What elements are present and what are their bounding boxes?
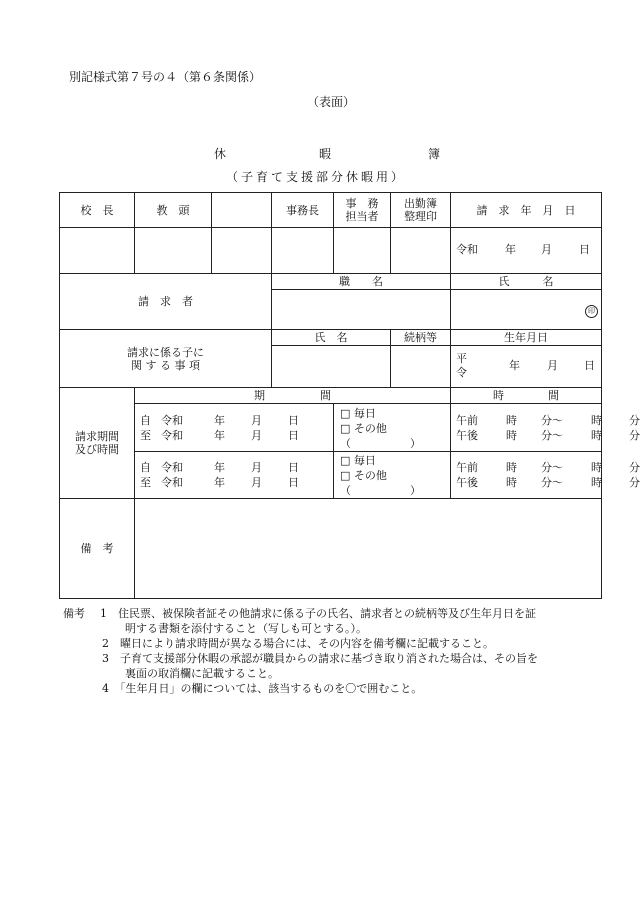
paren-open-2: （ (340, 484, 351, 497)
principal-header: 校 長 (60, 193, 135, 228)
notes-heading: 備考 (63, 607, 85, 620)
from-day-2: 日 (288, 461, 299, 474)
note-number: 1 (100, 607, 107, 620)
notes-section (63, 606, 603, 696)
blank-header (212, 193, 272, 228)
pm-end-hour-1: 時 (591, 429, 602, 442)
to-month-1: 月 (251, 429, 262, 442)
from-year-1: 年 (214, 414, 225, 427)
side-label: （表面） (307, 95, 356, 109)
office-manager-seal-cell[interactable] (272, 228, 334, 274)
time-range-2[interactable] (451, 452, 640, 499)
clerk-seal-cell[interactable] (334, 228, 391, 274)
daily-checkbox-1[interactable]: □ 毎日 (340, 407, 376, 420)
period-range-2[interactable] (135, 452, 334, 499)
request-date-era: 令和 (456, 243, 478, 256)
stamp-seal-cell[interactable] (391, 228, 451, 274)
paren-open-1: （ (340, 437, 351, 450)
note-item (63, 606, 603, 621)
pm-end-minute-1: 分 (629, 429, 640, 442)
principal-seal-cell[interactable] (60, 228, 135, 274)
leave-register-table (59, 192, 640, 599)
paren-close-2: ） (410, 484, 421, 497)
child-info-label: 請求に係る子に 関 す る 事 項 (60, 330, 272, 388)
name-header: 氏 名 (451, 274, 602, 290)
to-label-2: 至 (140, 476, 151, 489)
birthdate-header: 生年月日 (451, 330, 602, 346)
note-number: 4 (102, 682, 109, 695)
position-header: 職 名 (272, 274, 451, 290)
request-date-month: 月 (541, 243, 552, 256)
pm-end-hour-2: 時 (591, 476, 602, 489)
requester-label: 請 求 者 (60, 274, 272, 330)
am-end-hour-1: 時 (591, 414, 602, 427)
pm-start-hour-2: 時 (506, 476, 517, 489)
birthdate-era-bottom: 令 (456, 366, 467, 379)
to-year-1: 年 (214, 429, 225, 442)
pm-start-minute-1: 分～ (541, 429, 563, 442)
other-checkbox-2[interactable]: □ その他 (340, 469, 387, 482)
frequency-options-2[interactable] (334, 452, 451, 499)
birthdate-era-top: 平 (456, 352, 467, 365)
title-char-3: 簿 (428, 147, 441, 161)
note-continuation (63, 666, 603, 681)
am-start-minute-2: 分～ (541, 461, 563, 474)
pm-end-minute-2: 分 (629, 476, 640, 489)
clerk-header: 事 務 担当者 (334, 193, 391, 228)
to-era-2: 令和 (161, 476, 183, 489)
from-era-2: 令和 (161, 461, 183, 474)
from-month-2: 月 (251, 461, 262, 474)
note-text: 明する書類を添付すること（写しも可とする。）。 (125, 622, 367, 635)
other-checkbox-1[interactable]: □ その他 (340, 422, 387, 435)
child-name-header: 氏 名 (272, 330, 391, 346)
pm-label-1: 午後 (456, 429, 478, 442)
from-label-2: 自 (140, 461, 151, 474)
am-label-2: 午前 (456, 461, 478, 474)
pm-label-2: 午後 (456, 476, 478, 489)
period-label: 請求期間 及び時間 (60, 388, 135, 499)
paren-close-1: ） (410, 437, 421, 450)
vice-principal-seal-cell[interactable] (135, 228, 212, 274)
subtitle: （子育て支援部分休暇用） (226, 170, 407, 184)
to-day-1: 日 (288, 429, 299, 442)
time-header: 時 間 (451, 388, 602, 404)
to-day-2: 日 (288, 476, 299, 489)
note-text: 裏面の取消欄に記載すること。 (125, 667, 279, 680)
time-range-1[interactable] (451, 404, 640, 452)
title-char-2: 暇 (319, 147, 332, 161)
birthdate-year: 年 (509, 359, 520, 372)
title-char-1: 休 (214, 147, 227, 161)
am-end-hour-2: 時 (591, 461, 602, 474)
relation-field[interactable] (391, 346, 451, 388)
to-era-1: 令和 (161, 429, 183, 442)
child-name-field[interactable] (272, 346, 391, 388)
remarks-label: 備 考 (60, 499, 135, 599)
request-date-day: 日 (579, 243, 590, 256)
am-label-1: 午前 (456, 414, 478, 427)
from-month-1: 月 (251, 414, 262, 427)
seal-icon: 印 (585, 305, 598, 318)
to-month-2: 月 (251, 476, 262, 489)
frequency-options-1[interactable] (334, 404, 451, 452)
am-end-minute-2: 分 (629, 461, 640, 474)
remarks-field[interactable] (135, 499, 602, 599)
note-text: 曜日により請求時間が異なる場合には、その内容を備考欄に記載すること。 (120, 637, 494, 650)
office-manager-header: 事務長 (272, 193, 334, 228)
note-text: 「生年月日」の欄については、該当するものを〇で囲むこと。 (120, 682, 423, 695)
pm-start-hour-1: 時 (506, 429, 517, 442)
birthdate-day: 日 (584, 359, 595, 372)
position-field[interactable] (272, 290, 451, 330)
am-start-minute-1: 分～ (541, 414, 563, 427)
note-item (63, 636, 603, 651)
form-reference: 別記様式第７号の４（第６条関係） (69, 70, 262, 84)
requester-name-field[interactable] (451, 290, 602, 330)
am-start-hour-1: 時 (506, 414, 517, 427)
am-end-minute-1: 分 (629, 414, 640, 427)
request-date-field[interactable] (451, 228, 602, 274)
note-continuation (63, 621, 603, 636)
daily-checkbox-2[interactable]: □ 毎日 (340, 454, 376, 467)
period-range-1[interactable] (135, 404, 334, 452)
note-text: 住民票、被保険者証その他請求に係る子の氏名、請求者との続柄等及び生年月日を証 (118, 607, 536, 620)
from-year-2: 年 (214, 461, 225, 474)
period-header: 期 間 (135, 388, 451, 404)
to-label-1: 至 (140, 429, 151, 442)
stamp-header: 出勤簿 整理印 (391, 193, 451, 228)
request-date-year: 年 (505, 243, 516, 256)
from-day-1: 日 (288, 414, 299, 427)
from-era-1: 令和 (161, 414, 183, 427)
vice-principal-header: 教 頭 (135, 193, 212, 228)
am-start-hour-2: 時 (506, 461, 517, 474)
to-year-2: 年 (214, 476, 225, 489)
relation-header: 続柄等 (391, 330, 451, 346)
note-item (63, 651, 603, 666)
note-number: 3 (102, 652, 109, 665)
birthdate-field[interactable] (451, 346, 602, 388)
blank-seal-cell[interactable] (212, 228, 272, 274)
request-date-header: 請 求 年 月 日 (451, 193, 602, 228)
birthdate-month: 月 (547, 359, 558, 372)
note-number: 2 (102, 637, 109, 650)
note-text: 子育て支援部分休暇の承認が職員からの請求に基づき取り消された場合は、その旨を (120, 652, 538, 665)
pm-start-minute-2: 分～ (541, 476, 563, 489)
from-label-1: 自 (140, 414, 151, 427)
note-item (63, 681, 603, 696)
